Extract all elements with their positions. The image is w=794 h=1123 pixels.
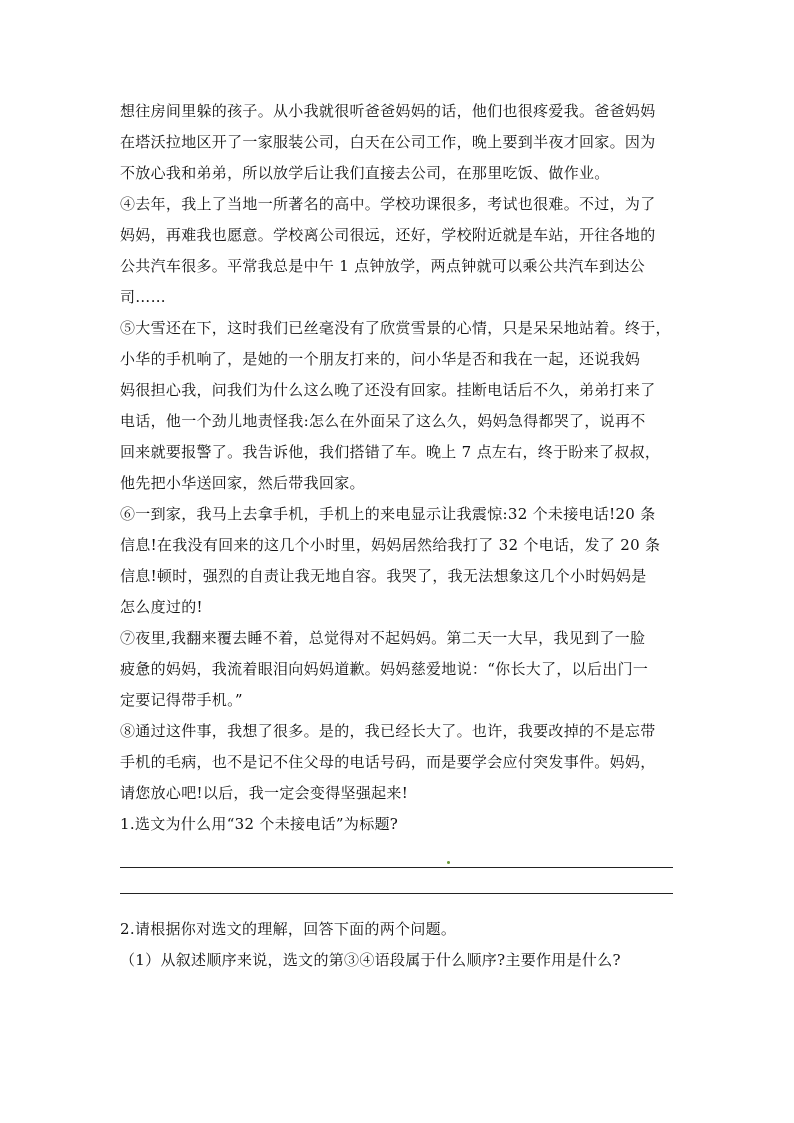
answer-line: [120, 893, 673, 894]
text-line: 怎么度过的!: [120, 598, 203, 616]
paragraph-8: [120, 716, 676, 809]
text-line: 请您放心吧!以后，我一定会变得坚强起来!: [120, 784, 409, 802]
text-line: 信息!在我没有回来的这几个小时里，妈妈居然给我打了 32 个电话，发了 20 条: [120, 536, 661, 554]
paragraph-5: [120, 313, 676, 499]
question-2-part-1: （1）从叙述顺序来说，选文的第③④语段属于什么顺序?主要作用是什么?: [120, 951, 621, 969]
paragraph-6: [120, 499, 676, 623]
paragraph-4: [120, 189, 676, 313]
text-line: ⑤大雪还在下，这时我们已丝毫没有了欣赏雪景的心情，只是呆呆地站着。终于，: [120, 319, 671, 337]
text-line: 司……: [120, 288, 166, 306]
text-line: 不放心我和弟弟，所以放学后让我们直接去公司，在那里吃饭、做作业。: [120, 164, 610, 182]
text-line: 回来就要报警了。我告诉他，我们搭错了车。晚上 7 点左右，终于盼来了叔叔，: [120, 443, 661, 461]
text-line: 妈妈，再难我也愿意。学校离公司很远，还好，学校附近就是车站，开往各地的: [120, 226, 656, 244]
text-line: 他先把小华送回家，然后带我回家。: [120, 474, 365, 492]
text-line: 定要记得带手机。”: [120, 691, 243, 709]
text-line: 想往房间里躲的孩子。从小我就很听爸爸妈妈的话，他们也很疼爱我。爸爸妈妈: [120, 102, 656, 120]
text-line: 小华的手机响了，是她的一个朋友打来的，问小华是否和我在一起，还说我妈: [120, 350, 641, 368]
text-line: 手机的毛病，也不是记不住父母的电话号码，而是要学会应付突发事件。妈妈，: [120, 753, 656, 771]
text-line: ⑦夜里,我翻来覆去睡不着，总觉得对不起妈妈。第二天一大早，我见到了一脸: [120, 629, 646, 647]
text-line: ⑧通过这件事，我想了很多。是的，我已经长大了。也许，我要改掉的不是忘带: [120, 722, 656, 740]
text-line: 妈很担心我，问我们为什么这么晚了还没有回家。挂断电话后不久，弟弟打来了: [120, 381, 656, 399]
text-line: ④去年，我上了当地一所著名的高中。学校功课很多，考试也很难。不过，为了: [120, 195, 656, 213]
text-line: 电话，他一个劲儿地责怪我:怎么在外面呆了这么久，妈妈急得都哭了，说再不: [120, 412, 646, 430]
question-2: 2.请根据你对选文的理解，回答下面的两个问题。: [120, 920, 457, 938]
question-1: 1.选文为什么用“32 个未接电话”为标题?: [120, 815, 399, 833]
text-line: 在塔沃拉地区开了一家服装公司，白天在公司工作，晚上要到半夜才回家。因为: [120, 133, 656, 151]
text-line: 信息!顿时，强烈的自责让我无地自容。我哭了，我无法想象这几个小时妈妈是: [120, 567, 647, 585]
answer-area-1[interactable]: [120, 840, 676, 898]
text-line: 公共汽车很多。平常我总是中午 1 点钟放学，两点钟就可以乘公共汽车到达公: [120, 257, 645, 275]
stray-dot: [447, 861, 450, 864]
paragraph-3-continuation: [120, 96, 676, 189]
text-line: 疲惫的妈妈，我流着眼泪向妈妈道歉。妈妈慈爱地说：“你长大了，以后出门一: [120, 660, 649, 678]
answer-line: [120, 867, 673, 868]
document-page: [120, 96, 676, 976]
paragraph-7: [120, 623, 676, 716]
text-line: ⑥一到家，我马上去拿手机，手机上的来电显示让我震惊:32 个未接电话!20 条: [120, 505, 656, 523]
